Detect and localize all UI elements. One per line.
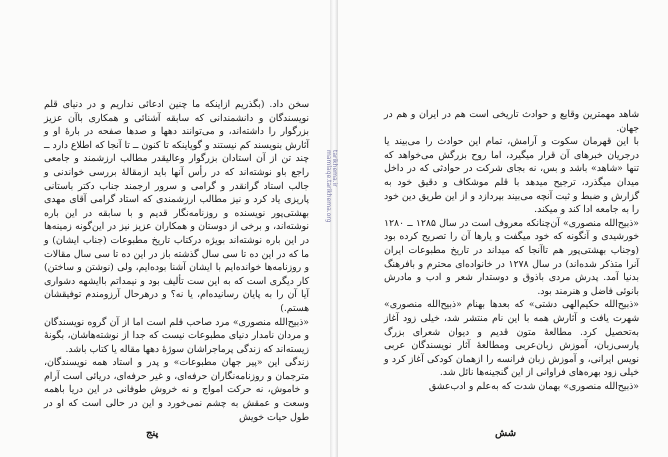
right-page [338, 0, 668, 457]
right-page-number: شش [495, 428, 517, 439]
watermark-line: mamlaqe.tarikhema.org [325, 150, 332, 223]
left-paragraph: سخن داد. (بگذریم ازاینکه ما چنین ادعائی نداریم و در دنیای قلم نویسندگان و دانشمندانی که سابقه آشنائی و همکاری باآن عزیز بزرگوار را داشته‌اند، و می‌توانند دهها و صدها صفحه در بارهٔ او و آثارش بنویسند کم نیستند و گویاینکه تا کنون ــ تا آنجا که اطلاع دارد ــ چند تن از آن استادان بزرگوار وعالیقدر مطالب ارزشمند و جامعی راجع باو نوشته‌اند که در رأس آنها باید ازمقالهٔ بررسی خواندنی و جالب استاد گرانقدر و گرامی و سرور ارجمند جناب دکتر باستانی پاریزی یاد کرد و نیز مطالب ارزشمندی که استاد گرامی آقای مهدی بهشتی‌پور نویسنده و روزنامه‌نگار قدیم و با سابقه در این باره نوشته‌اند، و برخی از دوستان و همکاران عزیز نیز در این‌گونه زمینه‌ها در این باره نوشته‌اند بویژه درکتاب تاریخ مطبوعات (جناب ایشان) و ما که در این ده تا سی سال گذشته باز در این ده تا سی سال مقالات و روزنامه‌ها خوانده‌ایم با ایشان آشنا بوده‌ایم، ولی (نوشتن و ساختن) کار دیگری است که به این ست تألیف بود و نیمداتم باایشهه دشواری آیا آن را به پایان رسانیده‌ام، یا نه؟ و درهرحال آرزومندم توفیقشان هستم.) [44, 99, 309, 314]
left-page [0, 0, 330, 457]
watermark [325, 150, 338, 260]
left-page-number: پنج [146, 428, 159, 439]
right-paragraph: با این قهرمان سکوت و آرامش، تمام این حوادث را می‌بیند یا درجریان خبرهای آن قرار میگیرد، اما روح بزرگش می‌خواهد که تنها «شاهد» باشد و بس، نه بجای شرکت در حوادثی که در داخل میدان میگذرد، ترجیح میدهد با قلم موشکاف و دقیق خود به گزارش و ضبط و ثبت آنچه می‌بیند بپردازد و از این طریق دین خود را به جامعه ادا کند و میکند. [384, 136, 639, 216]
right-paragraph: «ذبیح‌الله حکیم‌الهی دشتی» که بعدها بهنام «ذبیح‌الله منصوری» شهرت یافت و آثارش همه با این نام منتشر شد، خیلی زود آغاز به‌تحصیل کرد. مطالعهٔ متون قدیم و دیوان شعرای بزرگ پارسی‌زبان، آموزش زبان‌عربی ومطالعهٔ آثار نویسندگان عربی نویس ایرانی، و آموزش زبان فرانسه را ازهمان کودکی آغاز کرد و خیلی زود بهره‌های فراوانی از این گنجینه‌ها نائل شد. [384, 299, 639, 379]
left-paragraph: زندگی این «پیر جهان مطبوعات» و پدر و استاد همه نویسندگان، مترجمان و روزنامه‌نگاران حرفه‌ای، و غیر حرفه‌ای، دریائی است آرام و خاموش، نه حرکت امواج و نه خروش طوفانی در این دریا باهمه وسعت و عمقش به چشم نمی‌خورد و این در حالی است که او در طول حیات خویش [44, 357, 309, 423]
right-paragraph: «ذبیح‌الله منصوری» آن‌چنانکه معروف است در سال ۱۲۸۵ ــ ۱۲۸۰ خورشیدی و آنگونه که خود میگفت و یارها آن را تصریح کرده بود (وجناب بهشتی‌پور هم تاآنجا که میداند در تاریخ مطبوعات ایران آنرا متذکر شده‌اند) در سال ۱۲۷۸ در خانواده‌ای محترم و بافرهنگ بدنیا آمد. پدرش مردی باذوق و دوستدار شعر و ادب و مادرش بانوئی فاضل و هنرمند بود. [384, 217, 640, 297]
left-paragraph: «ذبیح‌الله منصوری» مرد صاحب قلم است اما از آن گروه نویسندگان و مردان نامدار دنیای مطبوعات نیست که جدا از نوشته‌هاشان، بگونهٔ زیسته‌اند که زندگی پرماجراشان سوژهٔ دهها مقاله یا کتاب باشد. [44, 316, 309, 355]
right-paragraph: «ذبیح‌الله منصوری» بهمان شدت که به‌علم و ادب‌عشق [428, 380, 639, 392]
right-paragraph: شاهد مهمترین وقایع و حوادث تاریخی است هم در ایران و هم در جهان. [384, 109, 639, 134]
left-page-body [44, 98, 309, 424]
right-page-body [384, 108, 639, 393]
watermark-line: tarikhema.ir [331, 150, 338, 187]
